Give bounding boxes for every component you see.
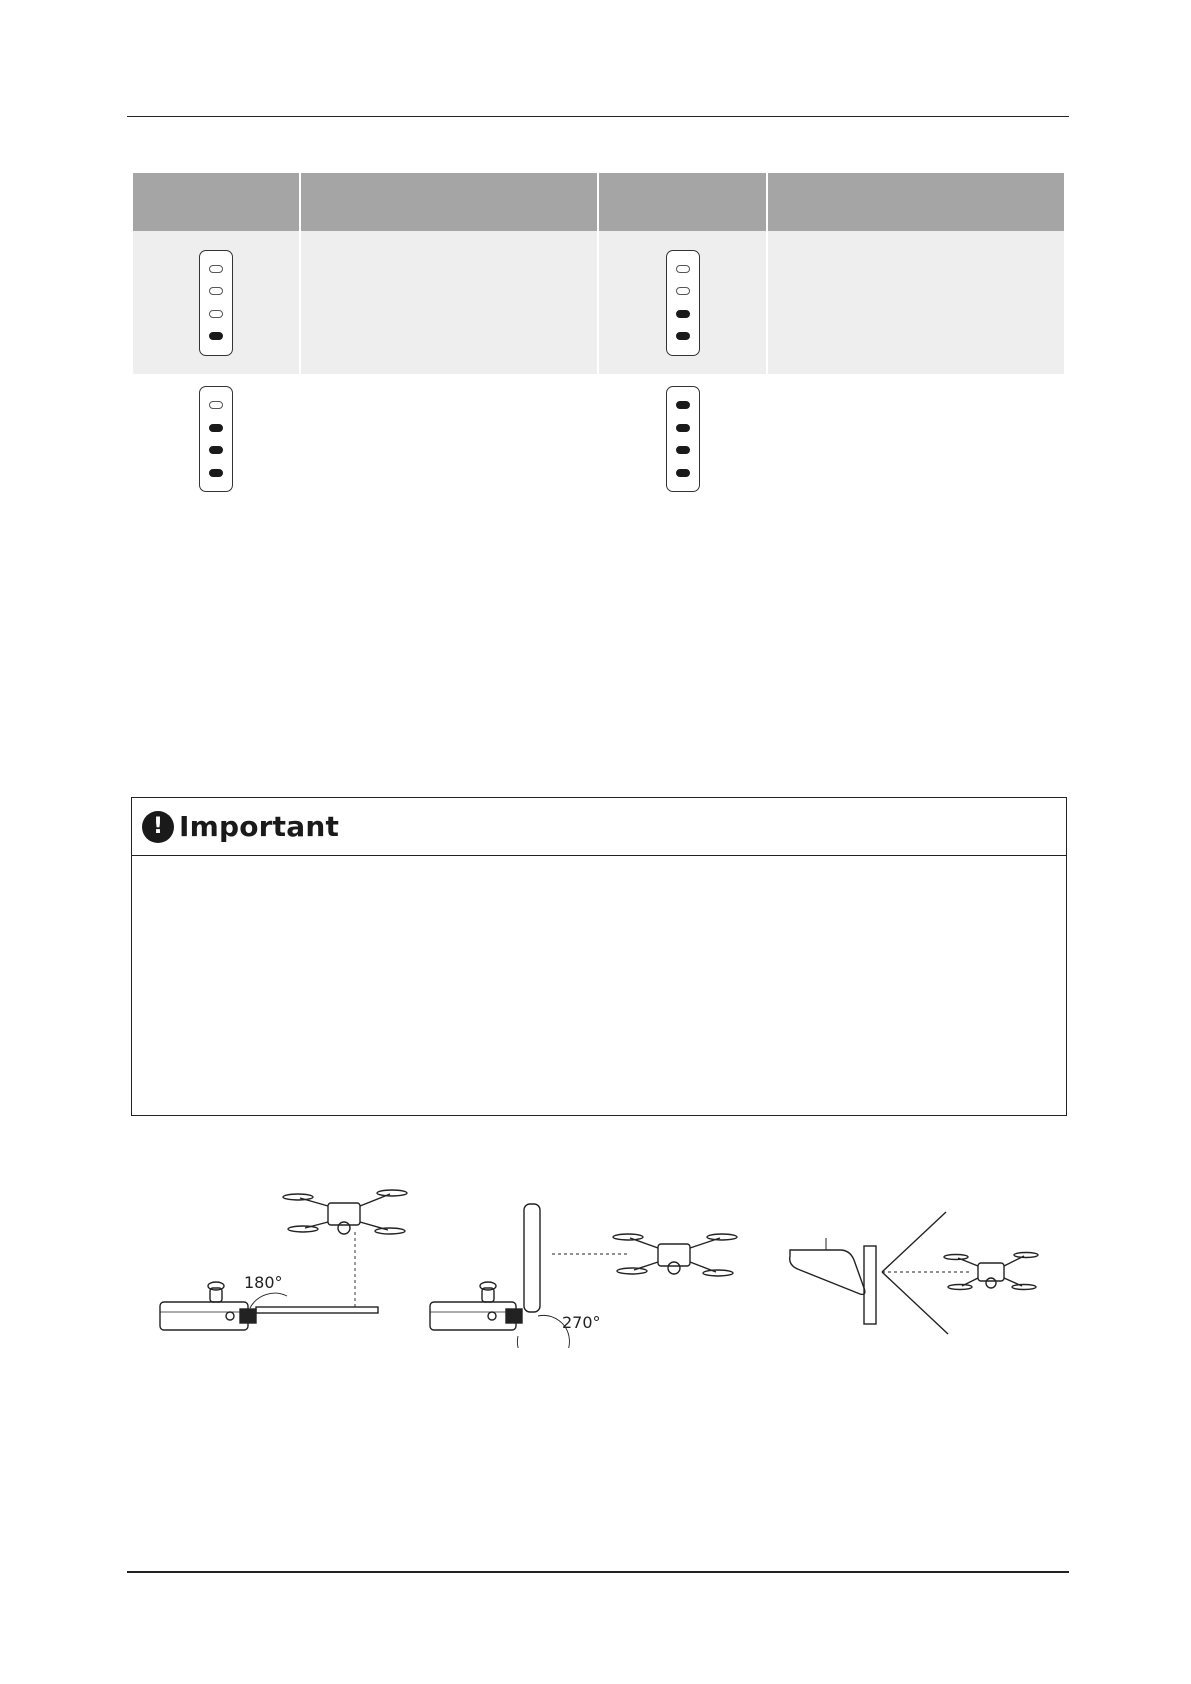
table-header-cell (133, 173, 299, 231)
drone-icon (613, 1234, 737, 1276)
table-header-cell (301, 173, 597, 231)
battery-level-table (131, 173, 1066, 504)
angle-label-270: 270° (562, 1313, 601, 1332)
table-header-cell (768, 173, 1064, 231)
antenna-orientation-illustration (140, 1168, 1050, 1348)
led-dot (209, 332, 223, 340)
important-title: Important (179, 810, 340, 843)
led-dot (209, 287, 223, 295)
led-dot (676, 424, 690, 432)
description-cell (301, 374, 597, 504)
led-dot (676, 310, 690, 318)
description-cell (301, 231, 597, 374)
led-dot (209, 265, 223, 273)
table-header-cell (599, 173, 765, 231)
table-row (133, 231, 1064, 374)
angle-label-180: 180° (244, 1273, 283, 1292)
led-dot (676, 469, 690, 477)
led-dot (676, 332, 690, 340)
battery-indicator-icon (199, 250, 233, 356)
drone-icon (283, 1190, 407, 1234)
led-dot (676, 287, 690, 295)
led-cell (599, 374, 765, 504)
led-dot (209, 469, 223, 477)
led-dot (676, 265, 690, 273)
important-body (132, 856, 1066, 1114)
exclamation-icon: ! (142, 811, 174, 843)
led-dot (676, 446, 690, 454)
header-rule (127, 116, 1069, 117)
led-dot (209, 424, 223, 432)
led-cell (133, 374, 299, 504)
led-dot (209, 401, 223, 409)
table-header-row (133, 173, 1064, 231)
important-notice (131, 797, 1067, 1116)
battery-indicator-icon (199, 386, 233, 492)
important-header (132, 798, 1066, 856)
description-cell (768, 231, 1064, 374)
table-row (133, 374, 1064, 504)
controller-side-view (790, 1212, 970, 1334)
description-cell (768, 374, 1064, 504)
led-dot (209, 446, 223, 454)
battery-indicator-icon (666, 386, 700, 492)
led-cell (599, 231, 765, 374)
battery-indicator-icon (666, 250, 700, 356)
led-cell (133, 231, 299, 374)
footer-rule (127, 1571, 1069, 1573)
led-dot (209, 310, 223, 318)
led-dot (676, 401, 690, 409)
drone-icon (944, 1253, 1038, 1290)
